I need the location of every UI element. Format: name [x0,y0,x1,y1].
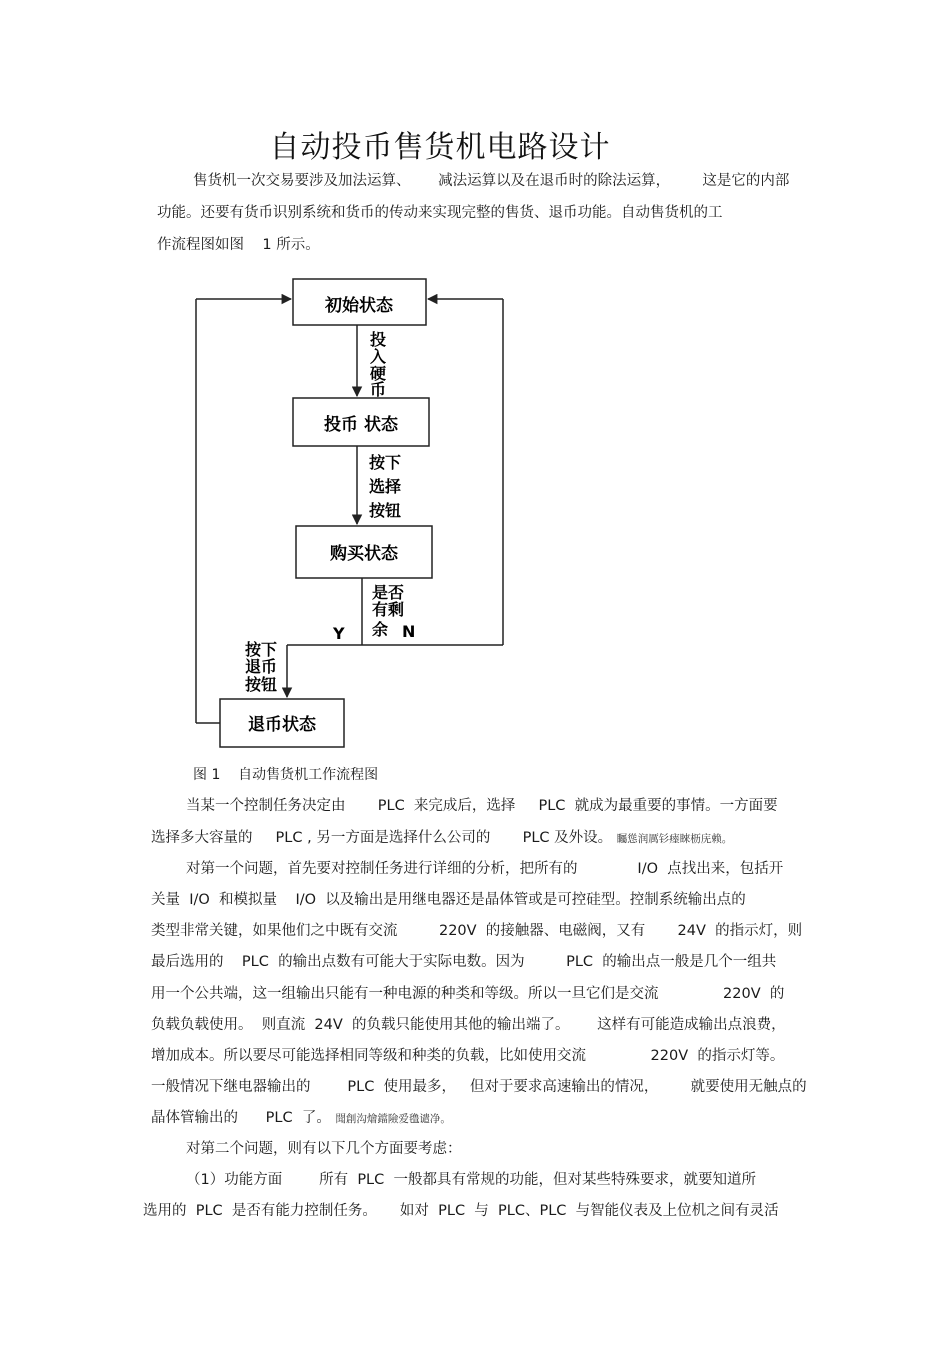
svg-text:投: 投 [370,330,387,349]
body-line-12: 对第二个问题，则有以下几个方面要考虑： [186,1141,462,1157]
svg-text:有剩: 有剩 [372,600,405,619]
body-line-8: 负载负载使用。 则直流 24V 的负载只能使用其他的输出端了。 这样有可能造成输出点浪费， [151,1017,786,1033]
intro-line-3: 作流程图如图 1 所示。 [157,237,320,253]
box-refund-state [220,699,344,747]
svg-text:选择: 选择 [369,477,402,496]
body-line-14: 选用的 PLC 是否有能力控制任务。 如对 PLC 与 PLC、PLC 与智能仪表及上位机之间有灵活 [143,1203,779,1219]
label-insert-coin [370,330,386,399]
flowchart [185,265,515,755]
body-line-3: 对第一个问题，首先要对控制任务进行详细的分析，把所有的 I/O 点找出来，包括开 [186,861,784,877]
body-line-4: 关量 I/O 和模拟量 I/O 以及输出是用继电器还是晶体管或是可控硅型。控制系统输出点的 [151,892,746,908]
body-line-11: 晶体管输出的 PLC 了。 聞創沟燴鐺險爱氇谴净。 [151,1110,451,1126]
body-line-13: （1）功能方面 所有 PLC 一般都具有常规的功能，但对某些特殊要求，就要知道所 [186,1172,756,1188]
intro-line-1: 售货机一次交易要涉及加法运算、 减法运算以及在退币时的除法运算， 这是它的内部 [193,173,790,189]
box-initial-label: 初始状态 [325,296,393,316]
box-coin-state [293,398,429,446]
body-line-10: 一般情况下继电器输出的 PLC 使用最多， 但对于要求高速输出的情况， 就要使用无触点的 [151,1079,807,1095]
intro-line-2: 功能。还要有货币识别系统和货币的传动来实现完整的售货、退币功能。自动售货机的工 [157,205,723,221]
box-refund-label: 退币状态 [248,715,316,735]
body-line-1: 当某一个控制任务决定由 PLC 来完成后，选择 PLC 就成为最重要的事情。一方面要 [186,798,778,814]
body-line-7: 用一个公共端，这一组输出只能有一种电源的种类和等级。所以一旦它们是交流 220V 的 [151,986,785,1002]
body-line-5: 类型非常关键，如果他们之中既有交流 220V 的接触器、电磁阀，又有 24V 的指示灯，则 [151,923,803,939]
label-remaining [372,583,404,639]
box-coin-label: 投币 状态 [324,415,398,435]
svg-text:硬: 硬 [370,364,387,383]
body-line-6: 最后选用的 PLC 的输出点数有可能大于实际电数。因为 PLC 的输出点一般是几个一组共 [151,954,777,970]
box-initial-state [293,279,426,325]
label-yes: Y [333,624,345,643]
svg-text:按钮: 按钮 [245,675,278,694]
svg-text:是否: 是否 [372,583,405,602]
document-title: 自动投币售货机电路设计 [269,130,611,165]
label-press-select [369,453,401,520]
box-buy-state [296,526,432,578]
label-no: N [402,622,416,641]
svg-text:按下: 按下 [245,640,278,659]
figure-caption: 图 1 自动售货机工作流程图 [193,767,379,783]
svg-text:币: 币 [370,380,387,399]
label-press-refund [245,640,277,694]
svg-text:余: 余 [372,620,389,639]
svg-text:入: 入 [370,347,387,366]
svg-text:退币: 退币 [245,657,278,676]
box-buy-label: 购买状态 [330,544,398,564]
body-line-9: 增加成本。所以要尽可能选择相同等级和种类的负载，比如使用交流 220V 的指示灯等。 [151,1048,785,1064]
body-line-2: 选择多大容量的 PLC , 另一方面是选择什么公司的 PLC 及外设。 矚慫润厲钐瘗睞枥庑赖。 [151,830,733,846]
svg-text:按钮: 按钮 [369,501,402,520]
svg-text:按下: 按下 [369,453,402,472]
